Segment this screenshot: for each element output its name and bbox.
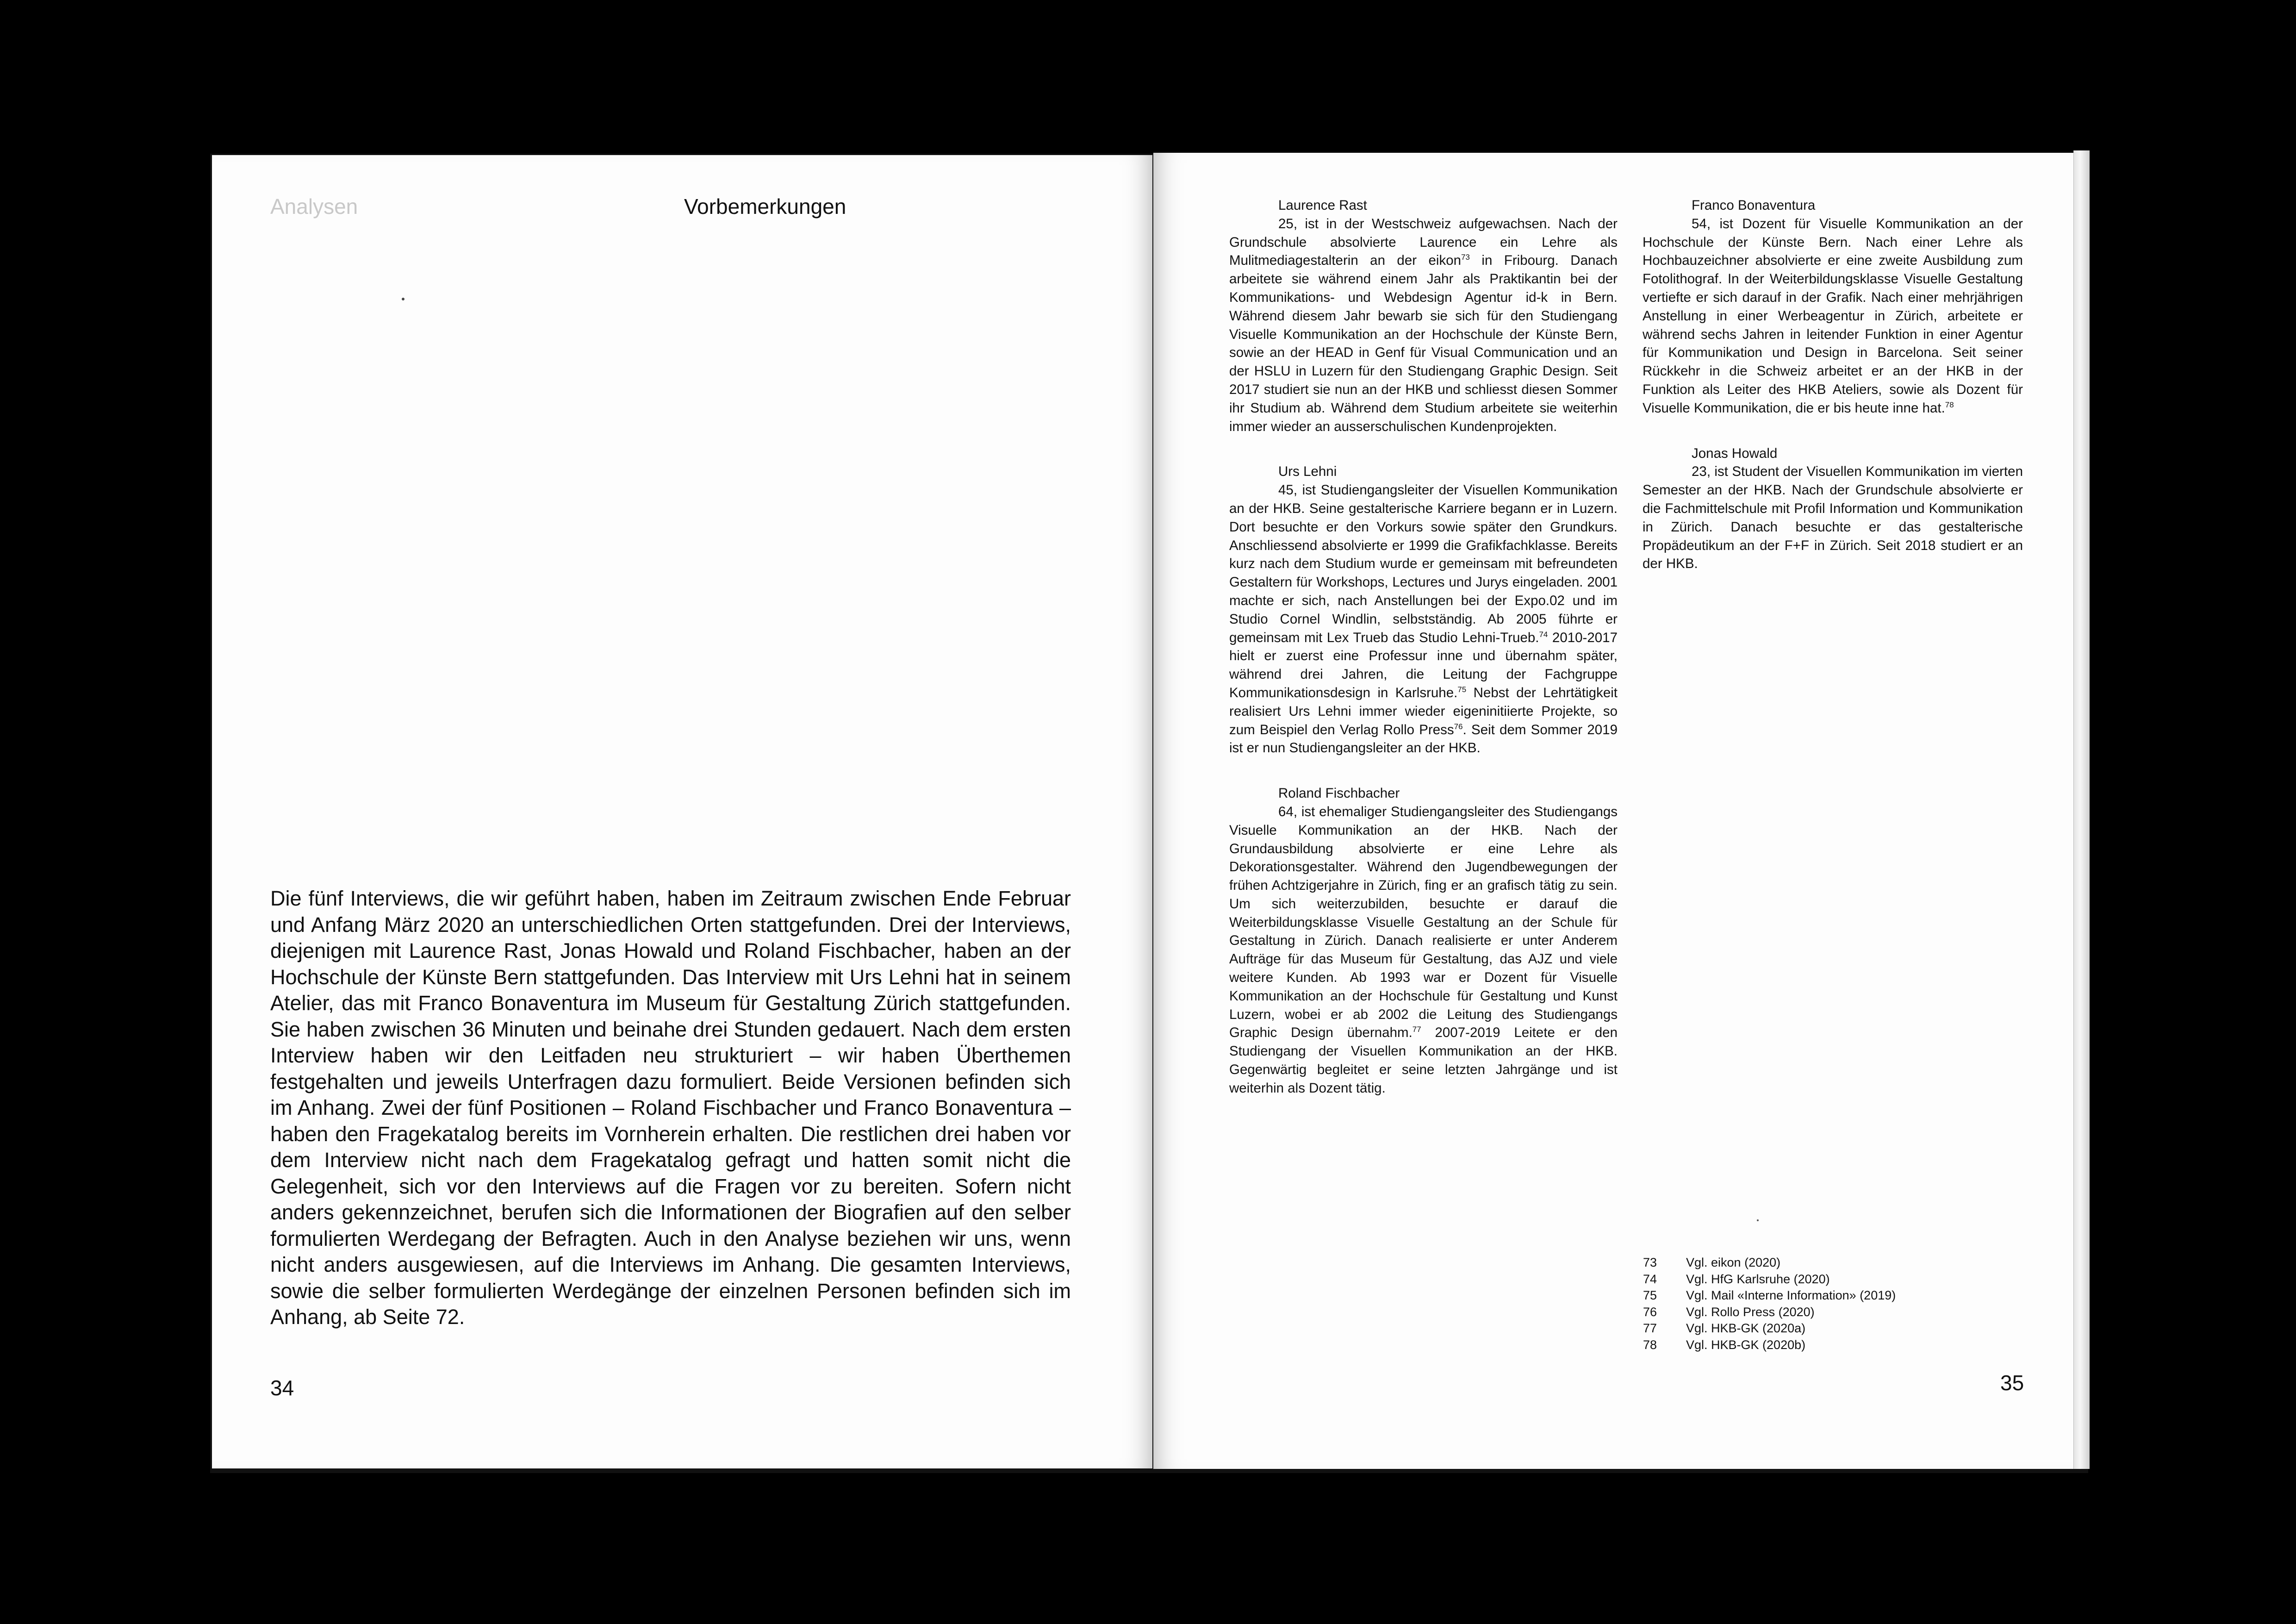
footnote-number: 73 <box>1643 1255 1657 1269</box>
bio-text: 25, ist in der Westschweiz aufgewachsen. Nach der Grundschule absolvierte Laurence ein Lehre als Mulitmediagestalterin an der eikon$^{73}$ in Fribourg. Danach arbeitete sie während einem Jahr als Praktikantin bei der Kommunikations- und Webdesign Agentur id-k in Bern. Während diesem Jahr bewarb sie sich für den Studiengang Visuelle Kommunikation an der Hochschule der Künste Bern, sowie an der HEAD in Genf für Visual Communication und an der HSLU in Luzern für den Studiengang Graphic Design. Seit 2017 studiert sie nun an der HKB und schliesst diesen Sommer ihr Studium ab. Während dem Studium arbeitete sie weiterhin immer wieder an ausserschulischen Kundenprojekten. <box>1229 216 1618 434</box>
footnote-item <box>1643 1255 1896 1271</box>
footnote-text: Vgl. eikon (2020) <box>1686 1255 1781 1269</box>
bio-name: Urs Lehni <box>1278 464 1337 480</box>
footnote-ref: 73 <box>1461 253 1470 262</box>
bio-roland-fischbacher <box>1229 784 1618 1098</box>
page-number-right: 35 <box>2000 1371 2024 1395</box>
left-page <box>212 155 1152 1468</box>
bio-name: Jonas Howald <box>1692 445 1778 461</box>
footnote-number: 78 <box>1643 1337 1657 1352</box>
footnote-text: Vgl. HKB-GK (2020a) <box>1686 1321 1806 1335</box>
bio-text: 54, ist Dozent für Visuelle Kommunikation an der Hochschule der Künste Bern. Nach einer Lehre als Hochbauzeichner absolvierte er eine zweite Ausbildung zum Fotolithograf. In der Weiterbildungsklasse Visuelle Gestaltung vertiefte er sich darauf in der Grafik. Nach einer mehrjährigen Anstellung in einer Werbeagentur in Zürich, arbeitete er während sechs Jahren in leitender Funktion in einer Agentur für Kommunikation und Design in Barcelona. Seit seiner Rückkehr in die Schweiz arbeitet er an der HKB in der Funktion als Leiter des HKB Ateliers, sowie als Dozent für Visuelle Kommunikation, die er bis heute inne hat.$^{78}$ <box>1643 216 2023 416</box>
print-speck <box>1757 1219 1759 1221</box>
footnote-ref: 78 <box>1945 400 1954 409</box>
footnote-number: 76 <box>1643 1305 1657 1319</box>
bio-urs-lehni <box>1229 462 1618 757</box>
bio-laurence-rast <box>1229 196 1618 436</box>
page-number-left: 34 <box>270 1376 294 1400</box>
intro-paragraph: Die fünf Interviews, die wir geführt haben, haben im Zeitraum zwischen Ende Februar und Anfang März 2020 an unterschiedlichen Orten stattgefunden. Drei der Interviews, diejenigen mit Laurence Rast, Jonas Howald und Roland Fischbacher, haben an der Hochschule der Künste Bern stattgefunden. Das Interview mit Urs Lehni hat in seinem Atelier, das mit Franco Bonaventura im Museum für Gestaltung Zürich stattgefunden. Sie haben zwischen 36 Minuten und beinahe drei Stunden gedauert. Nach dem ersten Interview haben wir den Leitfaden neu strukturiert – wir haben Überthemen festgehalten und jeweils Unterfragen dazu formuliert. Beide Versionen befinden sich im Anhang. Zwei der fünf Positionen – Roland Fischbacher und Franco Bonaventura – haben den Fragekatalog bereits im Vornherein erhalten. Die restlichen drei haben vor dem Interview nicht nach dem Fragekatalog gefragt und hatten somit nicht die Gelegenheit, sich vor den Interviews auf die Fragen vor zu bereiten. Sofern nicht anders gekennzeichnet, berufen sich die Informationen der Biografien auf den selber formulierten Werdegang der Befragten. Auch in den Analyse beziehen wir uns, wenn nicht anders ausgewiesen, auf die Interviews im Anhang. Die gesamten Interviews, sowie die selber formulierten Werdegänge der einzelnen Personen befinden sich im Anhang, ab Seite 72. <box>270 887 1071 1329</box>
footnote-number: 75 <box>1643 1288 1657 1302</box>
bio-name: Laurence Rast <box>1278 198 1367 213</box>
footnote-ref: 76 <box>1454 722 1463 731</box>
footnote-text: Vgl. Rollo Press (2020) <box>1686 1305 1815 1319</box>
footnote-item <box>1643 1287 1896 1304</box>
footnote-number: 77 <box>1643 1321 1657 1335</box>
footnote-text: Vgl. HfG Karlsruhe (2020) <box>1686 1272 1830 1286</box>
section-label: Analysen <box>270 194 358 219</box>
page-heading: Vorbemerkungen <box>684 194 846 219</box>
footnote-ref: 75 <box>1457 685 1467 694</box>
bio-name: Roland Fischbacher <box>1278 786 1400 801</box>
footnote-item <box>1643 1320 1896 1337</box>
bio-text: 64, ist ehemaliger Studiengangsleiter des Studiengangs Visuelle Kommunikation an der HKB. Nach der Grundausbildung absolvierte er eine Lehre als Dekorationsgestalter. Während den Jugendbewegungen der frühen Achtzigerjahre in Zürich, fing er an grafisch tätig zu sein. Um sich weiterzubilden, besuchte er darauf die Weiterbildungsklasse Visuelle Gestaltung an der Schule für Gestaltung in Zürich. Danach realisierte er unter Anderem Aufträge für das Museum für Gestaltung, das AJZ und viele weitere Kunden. Ab 1993 war er Dozent für Visuelle Kommunikation an der Hochschule für Gestaltung und Kunst Luzern, wobei er ab 2002 die Leitung des Studiengangs Graphic Design übernahm.$^{77}$ 2007-2019 Leitete er den Studiengang der Visuellen Kommunikation an der HKB. Gegenwärtig begleitet er seine letzten Jahrgänge und ist weiterhin als Dozent tätig. <box>1229 804 1618 1096</box>
footnote-item <box>1643 1271 1896 1288</box>
bio-column-left <box>1229 196 1618 1124</box>
footnote-number: 74 <box>1643 1272 1657 1286</box>
bio-name: Franco Bonaventura <box>1692 198 1816 213</box>
bio-text: 45, ist Studiengangsleiter der Visuellen Kommunikation an der HKB. Seine gestalterische Karriere begann er in Luzern. Dort besuchte er den Vorkurs sowie später den Grundkurs. Anschliessend absolvierte er 1999 die Grafikfachklasse. Bereits kurz nach dem Studium wurde er gemeinsam mit befreundeten Gestaltern für Workshops, Lectures und Jurys eingeladen. 2001 machte er sich, nach Anstellungen bei der Expo.02 und im Studio Cornel Windlin, selbstständig. Ab 2005 führte er gemeinsam mit Lex Trueb das Studio Lehni-Trueb.$^{74}$ 2010-2017 hielt er zuerst eine Professur inne und übernahm später, während drei Jahren, die Leitung der Fachgruppe Kommunikationsdesign in Karlsruhe.$^{75}$ Nebst der Lehrtätigkeit realisiert Urs Lehni immer wieder eigeninitiierte Projekte, so zum Beispiel den Verlag Rollo Press$^{76}$. Seit dem Sommer 2019 ist er nun Studiengangsleiter an der HKB. <box>1229 482 1618 756</box>
footnote-item <box>1643 1337 1896 1354</box>
footnotes <box>1643 1255 1896 1353</box>
footnote-text: Vgl. Mail «Interne Information» (2019) <box>1686 1288 1896 1302</box>
footnote-ref: 74 <box>1539 630 1548 639</box>
footnote-ref: 77 <box>1412 1025 1421 1034</box>
bio-jonas-howald <box>1643 444 2023 574</box>
print-speck <box>402 298 404 300</box>
footnote-text: Vgl. HKB-GK (2020b) <box>1686 1337 1806 1352</box>
page-edge-stack <box>2073 150 2090 1469</box>
bio-text: 23, ist Student der Visuellen Kommunikation im vierten Semester an der HKB. Nach der Grundschule absolvierte er die Fachmittelschule mit Profil Information und Kommunikation in Zürich. Danach besuchte er das gestalterische Propädeutikum an der F+F in Zürich. Seit 2018 studiert er an der HKB. <box>1643 464 2023 572</box>
right-page <box>1153 153 2085 1469</box>
bio-franco-bonaventura <box>1643 196 2023 418</box>
bio-column-right <box>1643 196 2023 600</box>
footnote-item <box>1643 1304 1896 1321</box>
